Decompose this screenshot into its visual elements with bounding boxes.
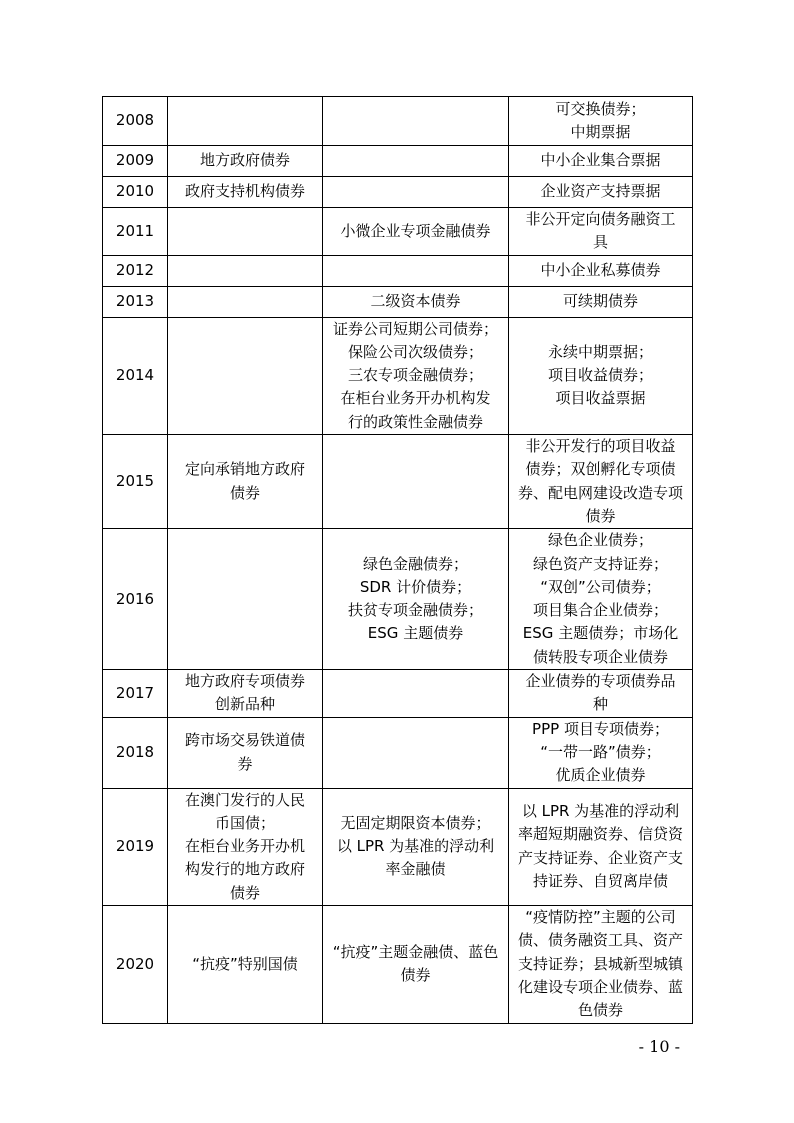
financial-bond-cell	[323, 97, 509, 146]
cell-text-line: 债券；双创孵化专项债	[525, 460, 676, 479]
government-bond-cell	[168, 435, 323, 529]
table-row	[103, 97, 693, 146]
year-cell: 2019	[103, 788, 168, 905]
cell-text-line: 跨市场交易铁道债	[184, 731, 305, 750]
table-row	[103, 208, 693, 256]
corporate-bond-cell	[509, 97, 693, 146]
government-bond-cell	[168, 717, 323, 788]
cell-text-line: 三农专项金融债券；	[347, 366, 483, 385]
cell-text-line: 项目收益债券；	[547, 366, 653, 385]
year-cell: 2009	[103, 146, 168, 177]
cell-text-line: 优质企业债券	[555, 766, 646, 785]
cell-text-line: 地方政府债券	[199, 151, 290, 170]
government-bond-cell	[168, 670, 323, 718]
cell-text-line: ESG 主题债券	[367, 624, 464, 643]
year-cell: 2013	[103, 286, 168, 317]
cell-text-line: 绿色企业债券；	[547, 531, 653, 550]
corporate-bond-cell	[509, 906, 693, 1023]
cell-text-line: 券、配电网建设改造专项	[517, 483, 683, 502]
cell-text-line: 色债券	[577, 1001, 623, 1020]
cell-text-line: 币国债；	[214, 813, 275, 832]
cell-text-line: 非公开定向债务融资工	[525, 210, 676, 228]
cell-text-line: 中小企业集合票据	[540, 151, 661, 170]
cell-text-line: 具	[592, 233, 608, 252]
cell-text-line: 种	[592, 695, 608, 714]
cell-text-line: “抗疫”主题金融债、蓝色	[332, 942, 499, 961]
financial-bond-cell	[323, 255, 509, 286]
corporate-bond-cell	[509, 717, 693, 788]
government-bond-cell	[168, 177, 323, 208]
cell-text-line: PPP 项目专项债券；	[532, 719, 669, 738]
year-cell: 2010	[103, 177, 168, 208]
corporate-bond-cell	[509, 146, 693, 177]
government-bond-cell	[168, 97, 323, 146]
cell-text-line: 非公开发行的项目收益	[525, 437, 676, 456]
table-row	[103, 717, 693, 788]
financial-bond-cell	[323, 788, 509, 905]
government-bond-cell	[168, 208, 323, 256]
financial-bond-cell	[323, 670, 509, 718]
financial-bond-cell	[323, 529, 509, 670]
cell-text-line: 企业债券的专项债券品	[525, 672, 676, 691]
cell-text-line: 无固定期限资本债券；	[340, 813, 491, 832]
cell-text-line: SDR 计价债券；	[359, 577, 472, 596]
corporate-bond-cell	[509, 529, 693, 670]
table-row	[103, 286, 693, 317]
government-bond-cell	[168, 529, 323, 670]
cell-text-line: 项目收益票据	[555, 389, 646, 408]
cell-text-line: 债、债务融资工具、资产	[517, 931, 683, 950]
table-body	[103, 97, 693, 1024]
cell-text-line: 二级资本债券	[370, 291, 461, 310]
cell-text-line: 可续期债券	[562, 291, 638, 310]
year-cell: 2012	[103, 255, 168, 286]
year-cell: 2014	[103, 317, 168, 434]
financial-bond-cell	[323, 717, 509, 788]
cell-text-line: 债券	[229, 883, 260, 902]
cell-text-line: 率超短期融资券、信贷资	[517, 825, 683, 844]
cell-text-line: 地方政府专项债券	[184, 672, 305, 691]
financial-bond-cell	[323, 177, 509, 208]
page-number: - 10 -	[638, 1037, 680, 1056]
corporate-bond-cell	[509, 255, 693, 286]
bond-innovation-table	[102, 96, 693, 1024]
year-cell: 2016	[103, 529, 168, 670]
cell-text-line: 债券	[585, 506, 616, 525]
cell-text-line: 债转股专项企业债券	[532, 647, 668, 666]
table-row	[103, 788, 693, 905]
cell-text-line: 券	[237, 754, 253, 773]
table-row	[103, 177, 693, 208]
government-bond-cell	[168, 286, 323, 317]
year-cell: 2011	[103, 208, 168, 256]
financial-bond-cell	[323, 906, 509, 1023]
corporate-bond-cell	[509, 286, 693, 317]
cell-text-line: 在柜台业务开办机构发	[340, 389, 491, 408]
cell-text-line: 企业资产支持票据	[540, 182, 661, 201]
table-row	[103, 146, 693, 177]
corporate-bond-cell	[509, 317, 693, 434]
cell-text-line: 化建设专项企业债券、蓝	[517, 977, 683, 996]
government-bond-cell	[168, 317, 323, 434]
cell-text-line: ESG 主题债券；市场化	[522, 624, 679, 643]
corporate-bond-cell	[509, 177, 693, 208]
government-bond-cell	[168, 906, 323, 1023]
year-cell: 2018	[103, 717, 168, 788]
cell-text-line: 产支持证券、企业资产支	[517, 848, 683, 867]
cell-text-line: 持证券、自贸离岸债	[532, 872, 668, 891]
table-row	[103, 529, 693, 670]
cell-text-line: 以 LPR 为基准的浮动利	[521, 802, 680, 821]
cell-text-line: 债券	[229, 483, 260, 502]
cell-text-line: 在澳门发行的人民	[184, 790, 305, 809]
year-cell: 2008	[103, 97, 168, 146]
cell-text-line: 创新品种	[214, 695, 275, 714]
table-row	[103, 670, 693, 718]
cell-text-line: 以 LPR 为基准的浮动利	[336, 837, 495, 856]
financial-bond-cell	[323, 146, 509, 177]
corporate-bond-cell	[509, 670, 693, 718]
cell-text-line: 小微企业专项金融债券	[340, 221, 491, 240]
table-row	[103, 255, 693, 286]
cell-text-line: 绿色资产支持证券；	[532, 554, 668, 573]
cell-text-line: 扶贫专项金融债券；	[347, 601, 483, 620]
cell-text-line: “双创”公司债券；	[540, 577, 661, 596]
cell-text-line: 可交换债券；	[555, 99, 646, 118]
financial-bond-cell	[323, 435, 509, 529]
financial-bond-cell	[323, 208, 509, 256]
cell-text-line: 永续中期票据；	[547, 342, 653, 361]
cell-text-line: 构发行的地方政府	[184, 860, 305, 879]
cell-text-line: 中小企业私募债券	[540, 260, 661, 279]
cell-text-line: “一带一路”债券；	[540, 742, 661, 761]
government-bond-cell	[168, 788, 323, 905]
cell-text-line: 率金融债	[385, 860, 446, 879]
corporate-bond-cell	[509, 208, 693, 256]
year-cell: 2015	[103, 435, 168, 529]
cell-text-line: 债券	[400, 966, 431, 985]
corporate-bond-cell	[509, 788, 693, 905]
cell-text-line: 行的政策性金融债券	[347, 412, 483, 431]
cell-text-line: “抗疫”特别国债	[192, 954, 298, 973]
financial-bond-cell	[323, 286, 509, 317]
cell-text-line: 在柜台业务开办机	[184, 837, 305, 856]
cell-text-line: 中期票据	[570, 123, 631, 141]
cell-text-line: 支持证券；县城新型城镇	[517, 954, 683, 973]
cell-text-line: 绿色金融债券；	[362, 554, 468, 573]
year-cell: 2020	[103, 906, 168, 1023]
table-row	[103, 906, 693, 1023]
cell-text-line: 项目集合企业债券；	[532, 601, 668, 620]
corporate-bond-cell	[509, 435, 693, 529]
table-row	[103, 435, 693, 529]
cell-text-line: 定向承销地方政府	[184, 460, 305, 479]
government-bond-cell	[168, 255, 323, 286]
financial-bond-cell	[323, 317, 509, 434]
cell-text-line: 保险公司次级债券；	[347, 342, 483, 361]
cell-text-line: 政府支持机构债券	[184, 182, 305, 201]
year-cell: 2017	[103, 670, 168, 718]
table-row	[103, 317, 693, 434]
government-bond-cell	[168, 146, 323, 177]
cell-text-line: “疫情防控”主题的公司	[525, 908, 676, 927]
cell-text-line: 证券公司短期公司债券；	[332, 319, 498, 338]
